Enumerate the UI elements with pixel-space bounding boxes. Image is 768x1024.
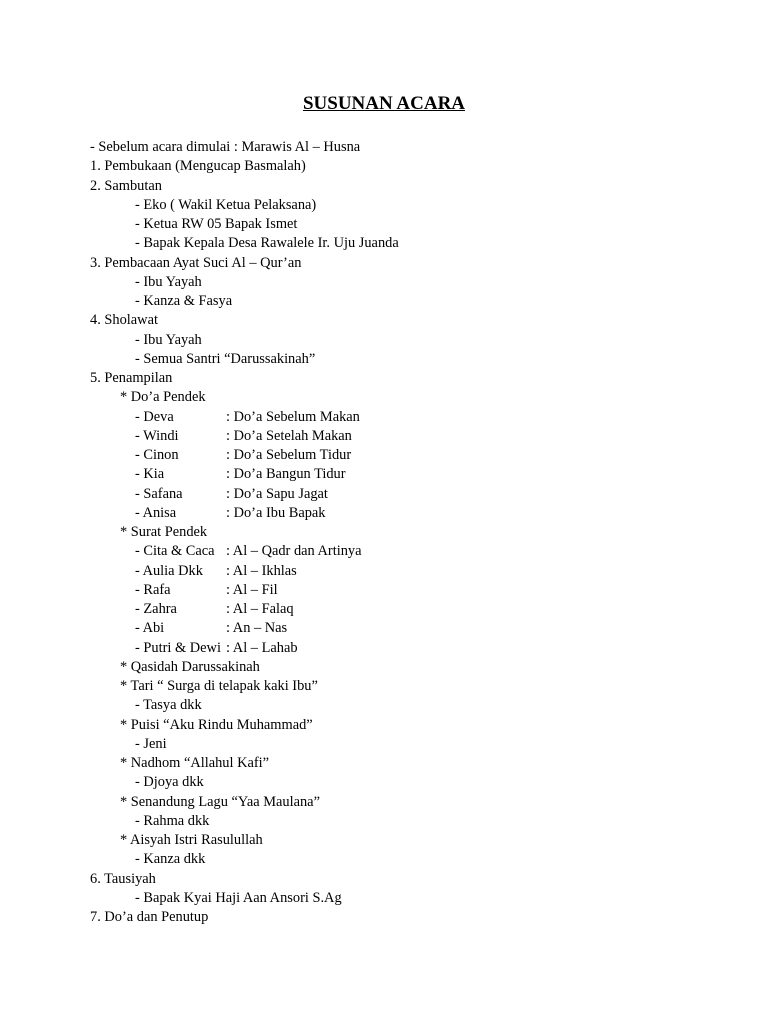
line-text: - Tasya dkk <box>135 697 202 714</box>
line-text: - Bapak Kepala Desa Rawalele Ir. Uju Juanda <box>135 235 399 252</box>
agenda-line <box>0 157 768 176</box>
performance-title: : Do’a Bangun Tidur <box>226 466 346 483</box>
agenda-line <box>0 388 768 407</box>
agenda-line <box>0 889 768 908</box>
performer-name: - Zahra <box>135 601 177 617</box>
line-text: * Qasidah Darussakinah <box>120 658 260 675</box>
agenda-line <box>0 658 768 677</box>
line-text: * Senandung Lagu “Yaa Maulana” <box>120 793 320 810</box>
agenda-line <box>0 754 768 773</box>
agenda-line <box>0 369 768 388</box>
agenda-line <box>0 427 768 446</box>
document-title: SUSUNAN ACARA <box>302 93 466 114</box>
agenda-line <box>0 215 768 234</box>
performance-title: : Do’a Setelah Makan <box>226 427 352 444</box>
agenda-line <box>0 677 768 696</box>
performer-name: - Putri & Dewi <box>135 639 221 656</box>
line-text: - Kanza & Fasya <box>135 293 233 309</box>
performer-name: - Windi <box>135 427 179 444</box>
line-text: - Ketua RW 05 Bapak Ismet <box>135 216 298 232</box>
agenda-line <box>0 196 768 215</box>
performer-name: - Aulia Dkk <box>135 562 203 579</box>
agenda-line <box>0 234 768 253</box>
agenda-line <box>0 581 768 600</box>
line-text: 2. Sambutan <box>90 177 162 194</box>
agenda-line <box>0 177 768 196</box>
agenda-line <box>0 850 768 869</box>
agenda-line <box>0 331 768 350</box>
agenda-line <box>0 504 768 523</box>
agenda-line <box>0 311 768 330</box>
agenda-line <box>0 446 768 465</box>
agenda-line <box>0 138 768 157</box>
line-text: - Ibu Yayah <box>135 273 202 290</box>
performer-name: - Cita & Caca <box>135 543 215 560</box>
performance-title: : Al – Lahab <box>226 639 298 656</box>
line-text: - Rahma dkk <box>135 812 210 829</box>
agenda-line <box>0 562 768 581</box>
agenda-line <box>0 542 768 561</box>
performer-name: - Kia <box>135 466 165 483</box>
performance-title: : Al – Ikhlas <box>226 562 297 579</box>
line-text: - Kanza dkk <box>135 851 206 868</box>
agenda-line <box>0 273 768 292</box>
performance-title: : Al – Fil <box>226 581 278 598</box>
agenda-line <box>0 254 768 273</box>
line-text: 3. Pembacaan Ayat Suci Al – Qur’an <box>90 254 302 271</box>
agenda-line <box>0 408 768 427</box>
agenda-line <box>0 773 768 792</box>
performer-name: - Deva <box>135 408 174 425</box>
line-text: 4. Sholawat <box>90 312 158 329</box>
performance-title: : Do’a Sapu Jagat <box>226 485 328 502</box>
performer-name: - Abi <box>135 620 165 637</box>
performer-name: - Cinon <box>135 447 179 463</box>
agenda-line <box>0 870 768 889</box>
agenda-list <box>0 138 768 927</box>
performer-name: - Anisa <box>135 504 177 521</box>
line-text: - Semua Santri “Darussakinah” <box>135 350 316 367</box>
agenda-line <box>0 292 768 311</box>
line-text: * Puisi “Aku Rindu Muhammad” <box>120 716 313 733</box>
performer-name: - Safana <box>135 485 183 502</box>
agenda-line <box>0 908 768 927</box>
performance-title: : An – Nas <box>226 620 288 637</box>
line-text: * Aisyah Istri Rasulullah <box>120 832 263 848</box>
agenda-line <box>0 465 768 484</box>
line-text: - Eko ( Wakil Ketua Pelaksana) <box>135 196 317 213</box>
line-text: - Bapak Kyai Haji Aan Ansori S.Ag <box>135 889 342 906</box>
performance-title: : Al – Qadr dan Artinya <box>226 543 362 560</box>
line-text: - Jeni <box>135 735 167 752</box>
agenda-line <box>0 485 768 504</box>
line-text: - Djoya dkk <box>135 774 204 791</box>
line-text: - Sebelum acara dimulai : Marawis Al – Husna <box>90 139 361 155</box>
line-text: * Tari “ Surga di telapak kaki Ibu” <box>120 678 318 694</box>
agenda-line <box>0 696 768 715</box>
agenda-line <box>0 812 768 831</box>
line-text: - Ibu Yayah <box>135 331 202 348</box>
agenda-line <box>0 350 768 369</box>
agenda-line <box>0 735 768 754</box>
line-text: 5. Penampilan <box>90 370 173 386</box>
line-text: * Nadhom “Allahul Kafi” <box>120 755 270 771</box>
performer-name: - Rafa <box>135 581 171 598</box>
agenda-line <box>0 523 768 542</box>
line-text: 6. Tausiyah <box>90 870 156 887</box>
agenda-line <box>0 716 768 735</box>
line-text: 7. Do’a dan Penutup <box>90 909 209 925</box>
agenda-line <box>0 639 768 658</box>
performance-title: : Do’a Sebelum Makan <box>226 408 360 425</box>
performance-title: : Al – Falaq <box>226 601 294 617</box>
agenda-line <box>0 831 768 850</box>
agenda-line <box>0 600 768 619</box>
agenda-line <box>0 793 768 812</box>
line-text: 1. Pembukaan (Mengucap Basmalah) <box>90 158 306 175</box>
line-text: * Surat Pendek <box>120 524 208 540</box>
performance-title: : Do’a Ibu Bapak <box>226 504 326 521</box>
agenda-line <box>0 619 768 638</box>
line-text: * Do’a Pendek <box>120 389 206 406</box>
performance-title: : Do’a Sebelum Tidur <box>226 447 352 463</box>
